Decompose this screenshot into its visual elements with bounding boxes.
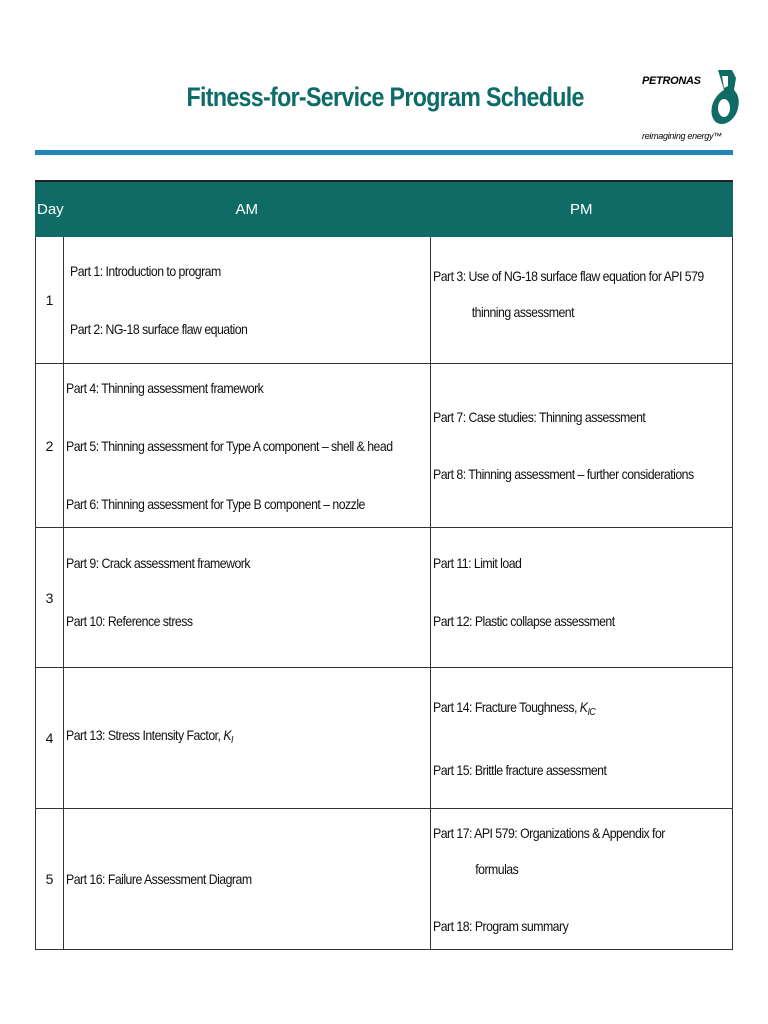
session-item: Part 12: Plastic collapse assessment <box>432 612 615 629</box>
session-text: Part 13: Stress Intensity Factor, <box>66 727 224 743</box>
session-item: Part 2: NG-18 surface flaw equation <box>70 321 248 337</box>
am-cell <box>64 668 431 809</box>
page-title: Fitness-for-Service Program Schedule <box>186 82 584 112</box>
schedule-table <box>35 180 733 950</box>
day-cell: 3 <box>36 528 64 668</box>
session-item: Part 9: Crack assessment framework <box>66 554 251 571</box>
session-text: Part 14: Fracture Toughness, <box>432 698 580 715</box>
pm-cell <box>430 528 732 668</box>
day-cell: 5 <box>36 809 64 950</box>
brand-tagline: reimagining energy™ <box>642 131 722 141</box>
am-cell <box>64 528 431 668</box>
title-divider <box>35 150 733 155</box>
header-day: Day <box>36 181 64 237</box>
session-item: Part 3: Use of NG-18 surface flaw equation for API 579 <box>432 268 704 284</box>
table-header-row <box>36 181 733 237</box>
session-item: Part 15: Brittle fracture assessment <box>432 761 606 778</box>
brand-name: PETRONAS <box>642 75 701 87</box>
subscript-i: I <box>231 735 233 746</box>
am-cell <box>64 364 431 528</box>
pm-cell <box>430 237 732 364</box>
table-row <box>36 528 733 668</box>
table-row <box>36 237 733 364</box>
session-item <box>433 698 697 722</box>
session-item: Part 10: Reference stress <box>66 612 193 629</box>
am-cell <box>64 809 431 950</box>
session-item: Part 6: Thinning assessment for Type B component – nozzle <box>66 495 365 512</box>
day-cell: 1 <box>36 237 64 364</box>
session-item: formulas <box>474 860 518 877</box>
session-item: Part 1: Introduction to program <box>70 263 221 279</box>
day-cell: 4 <box>36 668 64 809</box>
session-item: Part 11: Limit load <box>432 554 521 571</box>
day-cell: 2 <box>36 364 64 528</box>
pm-cell <box>430 809 732 950</box>
session-item: Part 5: Thinning assessment for Type A component – shell & head <box>66 437 393 454</box>
table-row <box>36 364 733 528</box>
session-item: thinning assessment <box>471 304 574 320</box>
session-item: Part 17: API 579: Organizations & Appendix for <box>432 824 665 841</box>
session-item: Part 7: Case studies: Thinning assessment <box>432 409 645 425</box>
session-item: Part 18: Program summary <box>432 917 568 934</box>
pm-cell <box>430 668 732 809</box>
session-item <box>66 726 386 750</box>
symbol-k: K <box>223 727 232 743</box>
table-row <box>36 668 733 809</box>
am-cell <box>64 237 431 364</box>
session-item: Part 16: Failure Assessment Diagram <box>66 871 252 887</box>
header-pm: PM <box>430 181 732 237</box>
symbol-k: K <box>579 698 588 715</box>
pm-cell <box>430 364 732 528</box>
table-row <box>36 809 733 950</box>
session-item: Part 4: Thinning assessment framework <box>66 379 264 396</box>
subscript-ic: IC <box>587 706 595 718</box>
session-item: Part 8: Thinning assessment – further considerations <box>432 466 694 482</box>
header-am: AM <box>64 181 431 237</box>
